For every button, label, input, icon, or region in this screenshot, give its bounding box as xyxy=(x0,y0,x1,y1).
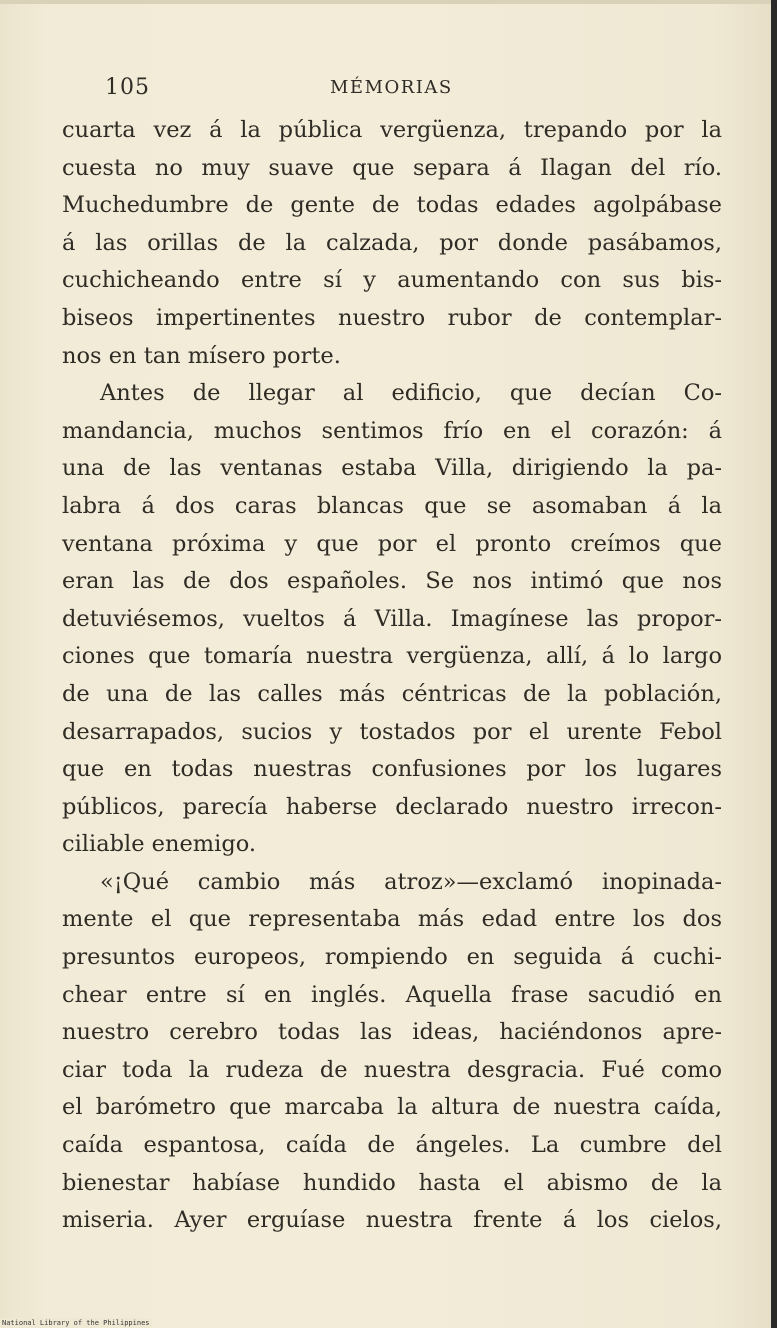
text-line: ventana próxima y que por el pronto creímos que xyxy=(62,530,722,557)
text-line: públicos, parecía haberse declarado nuestro irrecon- xyxy=(62,793,722,820)
text-line: que en todas nuestras confusiones por los lugares xyxy=(62,756,722,783)
text-line: bienestar habíase hundido hasta el abismo de la xyxy=(62,1169,722,1196)
text-line: biseos impertinentes nuestro rubor de contemplar- xyxy=(62,304,722,331)
text-line: desarrapados, sucios y tostados por el urente Febol xyxy=(62,718,722,745)
text-line: cuesta no muy suave que separa á Ilagan del río. xyxy=(62,154,722,181)
text-line: cuarta vez á la pública vergüenza, trepando por la xyxy=(62,117,722,143)
text-line: caída espantosa, caída de ángeles. La cumbre del xyxy=(62,1132,722,1159)
text-line: nuestro cerebro todas las ideas, haciéndonos apre- xyxy=(62,1019,722,1046)
page-top-edge xyxy=(0,0,777,4)
text-line: de una de las calles más céntricas de la población, xyxy=(62,680,722,707)
text-line: ciliable enemigo. xyxy=(62,831,257,858)
text-line: cuchicheando entre sí y aumentando con sus bis- xyxy=(62,267,722,294)
text-line: á las orillas de la calzada, por donde pasábamos, xyxy=(62,229,722,256)
footer-credit: National Library of the Philippines xyxy=(2,1319,150,1327)
body-text xyxy=(62,112,722,1240)
text-line: Muchedumbre de gente de todas edades agolpábase xyxy=(62,192,722,219)
text-line: el barómetro que marcaba la altura de nuestra caída, xyxy=(62,1094,722,1121)
text-line: mente el que representaba más edad entre los dos xyxy=(62,906,722,933)
scan-border-right xyxy=(771,0,777,1328)
text-line: una de las ventanas estaba Villa, dirigiendo la pa- xyxy=(62,455,722,482)
running-head xyxy=(105,75,665,105)
text-line: mandancia, muchos sentimos frío en el corazón: á xyxy=(62,417,722,444)
paragraph-start-line: «¡Qué cambio más atroz»—exclamó inopinada- xyxy=(100,868,722,895)
text-line: labra á dos caras blancas que se asomaban á la xyxy=(62,492,722,519)
text-line: ciar toda la rudeza de nuestra desgracia. Fué como xyxy=(62,1056,722,1083)
text-line: detuviésemos, vueltos á Villa. Imagínese las propor- xyxy=(62,605,722,632)
page-number: 105 xyxy=(105,75,150,100)
text-line: ciones que tomaría nuestra vergüenza, allí, á lo largo xyxy=(62,643,722,670)
text-line: presuntos europeos, rompiendo en seguida á cuchi- xyxy=(62,944,722,971)
text-line: nos en tan mísero porte. xyxy=(62,342,341,369)
text-line: chear entre sí en inglés. Aquella frase sacudió en xyxy=(62,981,722,1008)
running-title: MÉMORIAS xyxy=(330,77,453,98)
text-line: miseria. Ayer erguíase nuestra frente á los cielos, xyxy=(62,1207,722,1234)
paragraph-start-line: Antes de llegar al edificio, que decían Co- xyxy=(100,380,722,407)
text-line: eran las de dos españoles. Se nos intimó que nos xyxy=(62,568,722,595)
